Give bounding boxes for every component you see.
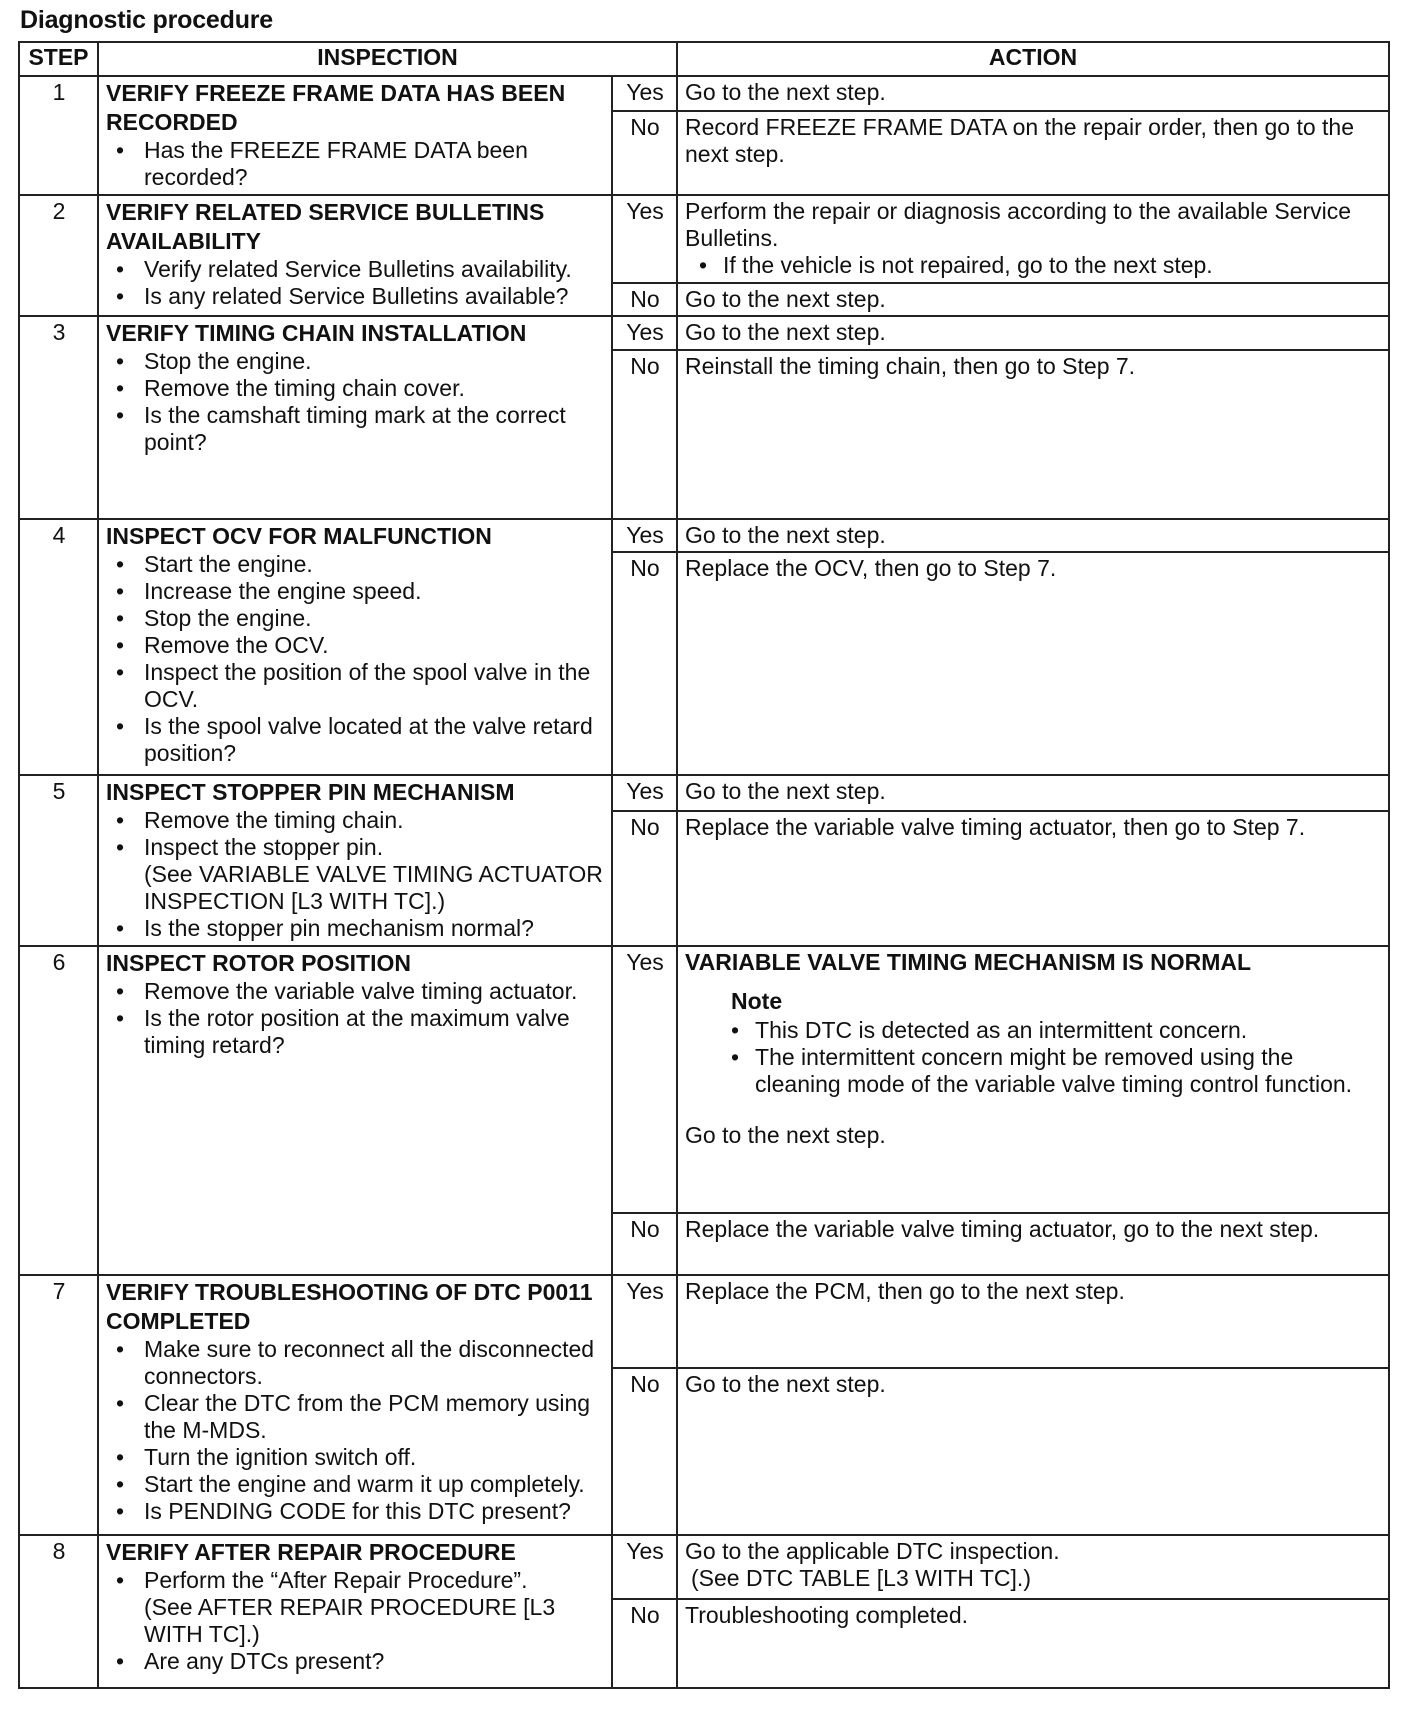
step-number: 2 (19, 195, 98, 317)
no-action: Record FREEZE FRAME DATA on the repair order, then go to the next step. (677, 111, 1389, 195)
inspection-title: INSPECT OCV FOR MALFUNCTION (106, 522, 492, 549)
note-bullet: • The intermittent concern might be removed using the cleaning mode of the variable valve timing control function. (755, 1044, 1382, 1098)
yes-action-title: VARIABLE VALVE TIMING MECHANISM IS NORMAL (685, 949, 1252, 976)
inspection-bullets (106, 137, 605, 191)
no-action: Replace the variable valve timing actuator, go to the next step. (677, 1213, 1389, 1275)
inspection-bullet: • Stop the engine. (144, 348, 605, 375)
inspection-bullets (106, 1567, 605, 1675)
inspection-cell (98, 76, 612, 195)
inspection-cell (98, 946, 612, 1275)
step-number: 4 (19, 519, 98, 776)
no-action: Reinstall the timing chain, then go to Step 7. (677, 350, 1389, 519)
step-number: 8 (19, 1535, 98, 1688)
table-row (19, 1275, 1389, 1368)
step-number: 7 (19, 1275, 98, 1535)
yes-action: Replace the PCM, then go to the next step. (677, 1275, 1389, 1368)
inspection-cell (98, 316, 612, 518)
inspection-bullet: • Is any related Service Bulletins available? (144, 283, 605, 310)
no-action: Go to the next step. (677, 283, 1389, 316)
table-row (19, 1535, 1389, 1599)
table-row (19, 195, 1389, 284)
inspection-bullets (106, 978, 605, 1059)
inspection-bullet: • Has the FREEZE FRAME DATA been recorded? (144, 137, 605, 191)
inspection-title: INSPECT STOPPER PIN MECHANISM (106, 779, 515, 806)
inspection-bullet: • Inspect the position of the spool valve in the OCV. (144, 659, 605, 713)
spacer (685, 1098, 1382, 1122)
no-action: Go to the next step. (677, 1368, 1389, 1535)
no-label: No (612, 111, 677, 195)
no-action: Troubleshooting completed. (677, 1599, 1389, 1688)
page-title: Diagnostic procedure (20, 6, 273, 34)
no-action: Replace the OCV, then go to Step 7. (677, 552, 1389, 775)
inspection-bullet: • Remove the timing chain cover. (144, 375, 605, 402)
table-row (19, 775, 1389, 811)
inspection-bullet (144, 834, 605, 915)
yes-action: Go to the next step. (677, 316, 1389, 349)
inspection-cell (98, 519, 612, 776)
inspection-bullet: • Clear the DTC from the PCM memory using the M-MDS. (144, 1390, 605, 1444)
inspection-bullets (106, 807, 605, 942)
yes-label: Yes (612, 946, 677, 1213)
header-step: STEP (19, 42, 98, 76)
step-number: 5 (19, 775, 98, 946)
inspection-bullet: • Is the stopper pin mechanism normal? (144, 915, 605, 942)
inspection-cell (98, 775, 612, 946)
inspection-bullet: • Is the camshaft timing mark at the correct point? (144, 402, 605, 456)
yes-action: Perform the repair or diagnosis according to the available Service Bulletins. (685, 197, 1352, 251)
inspection-bullet: • Start the engine. (144, 551, 605, 578)
inspection-reference: (See VARIABLE VALVE TIMING ACTUATOR INSPECTION [L3 WITH TC].) (144, 861, 603, 915)
inspection-bullets (106, 256, 605, 310)
yes-label: Yes (612, 775, 677, 811)
step-number: 6 (19, 946, 98, 1275)
inspection-bullet: • Remove the variable valve timing actuator. (144, 978, 605, 1005)
yes-label: Yes (612, 316, 677, 349)
yes-action-cell (677, 1535, 1389, 1599)
no-label: No (612, 1213, 677, 1275)
inspection-bullet: • Make sure to reconnect all the disconnected connectors. (144, 1336, 605, 1390)
inspection-title: VERIFY TIMING CHAIN INSTALLATION (106, 320, 527, 347)
no-label: No (612, 283, 677, 316)
no-label: No (612, 811, 677, 947)
inspection-bullet-text: Perform the “After Repair Procedure”. (144, 1566, 528, 1593)
table-row (19, 76, 1389, 111)
inspection-bullet: • Is the rotor position at the maximum valve timing retard? (144, 1005, 605, 1059)
inspection-cell (98, 195, 612, 317)
inspection-bullet: • Verify related Service Bulletins availability. (144, 256, 605, 283)
note-title: Note (731, 988, 783, 1015)
yes-action-reference: (See DTC TABLE [L3 WITH TC].) (691, 1564, 1031, 1591)
inspection-title: VERIFY AFTER REPAIR PROCEDURE (106, 1538, 516, 1565)
table-row (19, 316, 1389, 349)
yes-action: Go to the next step. (685, 1122, 886, 1149)
inspection-cell (98, 1535, 612, 1688)
note-block (731, 988, 1382, 1098)
inspection-title: VERIFY RELATED SERVICE BULLETINS AVAILABILITY (106, 198, 545, 254)
step-number: 1 (19, 76, 98, 195)
table-row (19, 946, 1389, 1213)
yes-action-cell (677, 946, 1389, 1213)
inspection-bullet: • Increase the engine speed. (144, 578, 605, 605)
yes-action-cell (677, 195, 1389, 284)
yes-action: Go to the next step. (677, 519, 1389, 552)
note-bullet: • This DTC is detected as an intermittent concern. (755, 1017, 1382, 1044)
inspection-bullet: • Start the engine and warm it up completely. (144, 1471, 605, 1498)
table-row (19, 519, 1389, 552)
inspection-bullet: • Remove the timing chain. (144, 807, 605, 834)
inspection-bullet-text: Inspect the stopper pin. (144, 834, 384, 861)
inspection-bullet: • Is PENDING CODE for this DTC present? (144, 1498, 605, 1525)
inspection-bullet: • Turn the ignition switch off. (144, 1444, 605, 1471)
inspection-bullet: • Are any DTCs present? (144, 1648, 605, 1675)
inspection-bullet: • Stop the engine. (144, 605, 605, 632)
no-action: Replace the variable valve timing actuator, then go to Step 7. (677, 811, 1389, 947)
yes-label: Yes (612, 1275, 677, 1368)
inspection-bullets (106, 348, 605, 456)
inspection-title: INSPECT ROTOR POSITION (106, 950, 411, 977)
yes-action: Go to the next step. (677, 775, 1389, 811)
note-bullets (731, 1017, 1382, 1098)
no-label: No (612, 1368, 677, 1535)
inspection-bullets (106, 551, 605, 767)
yes-action: Go to the next step. (677, 76, 1389, 111)
yes-label: Yes (612, 1535, 677, 1599)
header-inspection: INSPECTION (98, 42, 677, 76)
inspection-bullet: • Is the spool valve located at the valve retard position? (144, 713, 605, 767)
inspection-cell (98, 1275, 612, 1535)
inspection-title: VERIFY TROUBLESHOOTING OF DTC P0011 COMPLETED (106, 1279, 593, 1335)
inspection-bullets (106, 1336, 605, 1525)
yes-label: Yes (612, 76, 677, 111)
no-label: No (612, 350, 677, 519)
header-action: ACTION (677, 42, 1389, 76)
yes-label: Yes (612, 195, 677, 284)
step-number: 3 (19, 316, 98, 518)
inspection-title: VERIFY FREEZE FRAME DATA HAS BEEN RECORDED (106, 80, 566, 135)
inspection-bullet (144, 1567, 605, 1648)
yes-action: Go to the applicable DTC inspection. (685, 1537, 1060, 1564)
table-header-row (19, 42, 1389, 76)
yes-action-bullets (685, 252, 1382, 279)
diagnostic-procedure-table (18, 41, 1390, 1689)
inspection-bullet: • Remove the OCV. (144, 632, 605, 659)
yes-action-bullet: • If the vehicle is not repaired, go to the next step. (723, 252, 1382, 279)
yes-label: Yes (612, 519, 677, 552)
no-label: No (612, 1599, 677, 1688)
inspection-reference: (See AFTER REPAIR PROCEDURE [L3 WITH TC].) (144, 1593, 556, 1647)
no-label: No (612, 552, 677, 775)
